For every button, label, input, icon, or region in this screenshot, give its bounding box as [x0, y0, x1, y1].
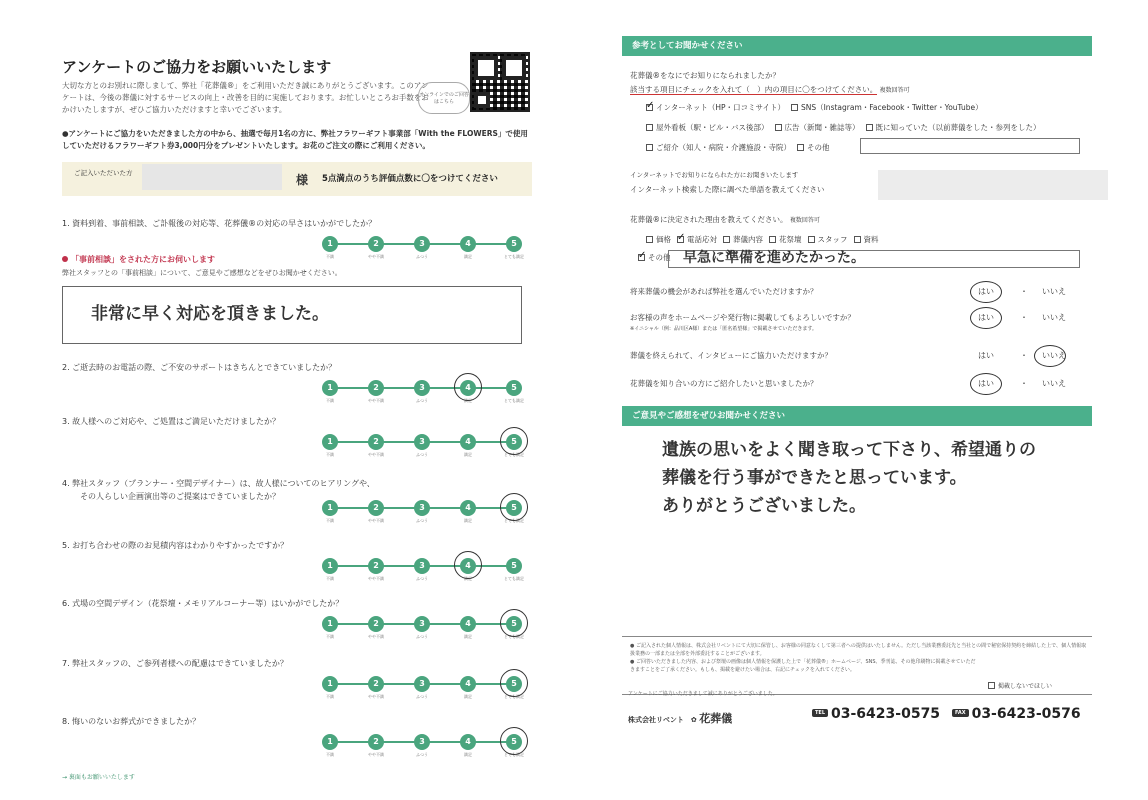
checkbox-icon[interactable] [769, 236, 776, 243]
comment-line: 遺族の思いをよく聞き取って下さり、希望通りの [662, 440, 1036, 460]
rating-scale-4 [322, 500, 522, 526]
checkbox-option[interactable]: ✓インターネット（HP・口コミサイト） [640, 103, 785, 112]
question-reason: 花葬儀®に決定された理由を教えてください。 複数回答可 [630, 215, 820, 224]
question-keyword-2: インターネット検索した際に調べた単語を教えてください [630, 185, 825, 194]
thanks-text: アンケートにご協力いただきまして誠にありがとうございました。 [628, 691, 778, 697]
checkbox-icon[interactable] [723, 236, 730, 243]
checkbox-icon[interactable] [646, 236, 653, 243]
rating-option-3[interactable]: 3 [414, 500, 430, 516]
selected-rating-mark [454, 373, 482, 401]
question-5: 5. お打ち合わせの際のお見積内容はわかりやすかったですか？ [62, 541, 289, 550]
checkbox-icon[interactable] [638, 254, 645, 261]
rating-option-3[interactable]: 3 [414, 380, 430, 396]
rating-label: ふつう [416, 518, 428, 523]
selected-rating-mark [500, 669, 528, 697]
know-other-field[interactable] [860, 138, 1080, 154]
rating-option-2[interactable]: 2 [368, 500, 384, 516]
lottery-note: ●アンケートにご協力をいただきました方の中から、抽選で毎月1名の方に、弊社フラワーギフト事業部「With the FLOWERS」で使用していただけるフラワーギフト券3,000円分をプレゼントいたします。お花のご注文の際にご利用ください。 [62, 129, 528, 150]
rating-label: 満足 [464, 694, 472, 699]
checkbox-icon[interactable] [854, 236, 861, 243]
selected-rating-mark [500, 609, 528, 637]
rating-label: 満足 [464, 752, 472, 757]
rating-option-2[interactable]: 2 [368, 616, 384, 632]
brand-logo: 花葬儀 [699, 712, 733, 725]
separator: ・ [1020, 313, 1028, 322]
rating-label: やや不満 [368, 518, 384, 523]
phone-number: TEL 03-6423-0575 [812, 706, 940, 722]
name-row [62, 162, 532, 196]
rating-option-5[interactable]: 5 [506, 500, 522, 516]
rating-option-5[interactable]: 5 [506, 558, 522, 574]
checkbox-option[interactable]: 既に知っていた（以前葬儀をした・参列をした） [860, 123, 1041, 132]
rating-option-1[interactable]: 1 [322, 558, 338, 574]
yn-question-3: 葬儀を終えられて、インタビューにご協力いただけますか？ [630, 351, 833, 360]
selected-rating-mark [500, 427, 528, 455]
yes-option[interactable]: はい [978, 379, 994, 388]
rating-scale-2 [322, 380, 522, 406]
rating-option-1[interactable]: 1 [322, 434, 338, 450]
rating-scale-3 [322, 434, 522, 460]
rating-option-2[interactable]: 2 [368, 236, 384, 252]
no-option[interactable]: いいえ [1042, 351, 1066, 360]
question-how-known-instruction: 該当する項目にチェックを入れて（ ）内の項目に〇をつけてください。 複数回答可 [630, 85, 910, 94]
no-option[interactable]: いいえ [1042, 313, 1066, 322]
rating-option-5[interactable]: 5 [506, 616, 522, 632]
selected-answer-mark [970, 281, 1002, 303]
rating-option-2[interactable]: 2 [368, 380, 384, 396]
rating-label: とても満足 [504, 398, 524, 403]
checkbox-icon[interactable] [866, 124, 873, 131]
page-title: アンケートのご協力をお願いいたします [62, 58, 332, 76]
rating-label: やや不満 [368, 634, 384, 639]
comment-line: ありがとうございました。 [662, 496, 866, 516]
rating-label: とても満足 [504, 254, 524, 259]
separator: ・ [1020, 351, 1028, 360]
rating-label: 満足 [464, 254, 472, 259]
reason-options [640, 234, 879, 245]
rating-option-5[interactable]: 5 [506, 236, 522, 252]
rating-label: 不満 [326, 518, 334, 523]
rating-option-4[interactable]: 4 [460, 236, 476, 252]
rating-option-3[interactable]: 3 [414, 558, 430, 574]
rating-option-5[interactable]: 5 [506, 676, 522, 692]
question-keyword-1: インターネットでお知りになられた方にお聞きいたします [630, 171, 799, 179]
rating-label: 不満 [326, 634, 334, 639]
rating-label: やや不満 [368, 398, 384, 403]
rating-label: 不満 [326, 694, 334, 699]
question-how-known: 花葬儀®をなにでお知りになられましたか？ [630, 71, 780, 80]
yes-option[interactable]: はい [978, 351, 994, 360]
comment-answer [662, 436, 1092, 520]
yn-question-1: 将来葬儀の機会があれば弊社を選んでいただけますか？ [630, 287, 818, 296]
question-3: 3. 故人様へのご対応や、ご処置はご満足いただけましたか？ [62, 417, 281, 426]
no-option[interactable]: いいえ [1042, 287, 1066, 296]
rating-option-4[interactable]: 4 [460, 434, 476, 450]
checkbox-icon[interactable] [646, 144, 653, 151]
section-band-comments: ご意見やご感想をぜひお聞かせください [622, 406, 1092, 426]
question-4-line2: その人らしい企画演出等のご提案はできていましたか？ [80, 492, 280, 501]
checkbox-icon[interactable] [808, 236, 815, 243]
checkbox-icon[interactable] [797, 144, 804, 151]
rating-label: ふつう [416, 752, 428, 757]
rating-label: 不満 [326, 398, 334, 403]
checkbox-option[interactable]: その他 [791, 143, 830, 152]
selected-rating-mark [454, 551, 482, 579]
rating-label: ふつう [416, 694, 428, 699]
reason-other-option: ✓その他 [632, 252, 671, 263]
rating-label: ふつう [416, 398, 428, 403]
rating-label: とても満足 [504, 694, 524, 699]
checkbox-option[interactable]: スタッフ [802, 235, 848, 244]
rating-label: ふつう [416, 576, 428, 581]
rating-option-1[interactable]: 1 [322, 616, 338, 632]
fax-number: FAX 03-6423-0576 [952, 706, 1081, 722]
rating-option-3[interactable]: 3 [414, 616, 430, 632]
yn-question-4: 花葬儀を知り合いの方にご紹介したいと思いましたか？ [630, 379, 818, 388]
rating-option-2[interactable]: 2 [368, 434, 384, 450]
reason-other-answer: 早急に準備を進めたかった。 [683, 250, 865, 266]
question-4: 4. 弊社スタッフ（プランナー・空間デザイナー）は、故人様についてのヒアリングや、 [62, 479, 375, 488]
consult-answer: 非常に早く対応を頂きました。 [91, 304, 329, 324]
section-band-reference: 参考としてお聞かせください [622, 36, 1092, 56]
rating-option-3[interactable]: 3 [414, 434, 430, 450]
checkbox-option[interactable]: 価格 [640, 235, 671, 244]
checkbox-option[interactable]: 資料 [848, 235, 879, 244]
rating-option-4[interactable]: 4 [460, 380, 476, 396]
rating-label: 満足 [464, 398, 472, 403]
intro-text: 大切な方とのお別れに際しまして、弊社「花葬儀®」をご利用いただき誠にありがとうございます。このアンケートは、今後の葬儀に対するサービスの向上・改善を目的に実施しております。お忙しいところお手数をおかけいたしますが、ぜひご協力いただけますと幸いでございます。 [62, 81, 429, 114]
question-1: 1. 資料到着、事前相談、ご訃報後の対応等、花葬儀®の対応の早さはいかがでしたか？ [62, 219, 377, 228]
know-options-row1 [640, 102, 983, 113]
rating-label: 不満 [326, 752, 334, 757]
rating-option-4[interactable]: 4 [460, 616, 476, 632]
rating-option-3[interactable]: 3 [414, 734, 430, 750]
question-7: 7. 弊社スタッフの、ご参列者様への配慮はできていましたか？ [62, 659, 288, 668]
rating-option-3[interactable]: 3 [414, 236, 430, 252]
rating-scale-8 [322, 734, 522, 760]
question-8: 8. 悔いのないお葬式ができましたか？ [62, 717, 201, 726]
rating-option-5[interactable]: 5 [506, 380, 522, 396]
rating-label: 満足 [464, 634, 472, 639]
no-option[interactable]: いいえ [1042, 379, 1066, 388]
rating-scale-5 [322, 558, 522, 584]
question-2: 2. ご逝去時のお電話の際、ご不安のサポートはきちんとできていましたか？ [62, 363, 337, 372]
name-field-redacted[interactable] [142, 164, 282, 190]
yes-option[interactable]: はい [978, 287, 994, 296]
checkbox-option[interactable]: 広告（新聞・雑誌等） [769, 123, 860, 132]
rating-option-4[interactable]: 4 [460, 676, 476, 692]
rating-label: やや不満 [368, 694, 384, 699]
yn-question-note: ※イニシャル（例：品川区A様）または「匿名希望様」で掲載させていただきます。 [630, 326, 817, 332]
rating-label: やや不満 [368, 752, 384, 757]
rating-option-2[interactable]: 2 [368, 558, 384, 574]
reason-other-field[interactable] [668, 250, 1080, 268]
yes-option[interactable]: はい [978, 313, 994, 322]
checkbox-icon[interactable] [646, 124, 653, 131]
yn-question-2: お客様の声をホームページや発行物に掲載してもよろしいですか？ [630, 313, 855, 322]
rating-label: ふつう [416, 634, 428, 639]
comment-line: 葬儀を行う事ができたと思っています。 [662, 468, 967, 488]
rating-label: やや不満 [368, 576, 384, 581]
know-options-row2 [640, 122, 1041, 133]
rating-option-1[interactable]: 1 [322, 236, 338, 252]
rating-option-2[interactable]: 2 [368, 734, 384, 750]
rating-option-4[interactable]: 4 [460, 500, 476, 516]
consult-answer-box[interactable] [62, 286, 522, 344]
rating-instruction: 5点満点のうち評価点数に〇をつけてください [322, 174, 498, 184]
rating-option-1[interactable]: 1 [322, 676, 338, 692]
selected-rating-mark [500, 727, 528, 755]
selected-rating-mark [500, 493, 528, 521]
qr-caption: オンラインでのご回答はこちら [418, 82, 470, 114]
checkbox-option[interactable]: SNS（Instagram・Facebook・Twitter・YouTube） [785, 103, 983, 112]
rating-scale-1 [322, 236, 522, 262]
rating-scale-7 [322, 676, 522, 702]
keyword-field-redacted[interactable] [878, 170, 1108, 200]
privacy-notice [630, 642, 1090, 674]
rating-label: 不満 [326, 576, 334, 581]
rating-label: とても満足 [504, 752, 524, 757]
rating-label: とても満足 [504, 452, 524, 457]
rating-label: やや不満 [368, 452, 384, 457]
rating-option-4[interactable]: 4 [460, 558, 476, 574]
rating-label: 不満 [326, 254, 334, 259]
checkbox-icon[interactable] [677, 236, 684, 243]
selected-answer-mark [970, 373, 1002, 395]
selected-answer-mark [970, 307, 1002, 329]
rating-option-1[interactable]: 1 [322, 734, 338, 750]
rating-scale-6 [322, 616, 522, 642]
rating-label: とても満足 [504, 518, 524, 523]
checkbox-option[interactable]: ご紹介（知人・病院・介護施設・寺院） [640, 143, 791, 152]
consult-heading: 「事前相談」をされた方にお伺いします [62, 254, 215, 265]
qr-code-icon[interactable] [470, 52, 530, 112]
rating-option-4[interactable]: 4 [460, 734, 476, 750]
turn-over-note: → 裏面もお願いいたします [62, 774, 135, 781]
rating-label: とても満足 [504, 634, 524, 639]
rating-label: 満足 [464, 452, 472, 457]
checkbox-icon[interactable] [646, 104, 653, 111]
rating-label: 不満 [326, 452, 334, 457]
rating-option-2[interactable]: 2 [368, 676, 384, 692]
privacy-note-1: ● ご記入された個人情報は、株式会社リベントにて大切に保管し、お客様の同意なくして第三者への提供はいたしません。ただし当該業務委託先と当社との間で秘密保持契約を締結した上で、個人情報取扱業務の一部または全部を外部委託することがございます。 [630, 643, 1087, 657]
checkbox-option[interactable]: 屋外看板（駅・ビル・バス後部） [640, 123, 769, 132]
checkbox-option[interactable]: ✓ 電話応対 [671, 235, 717, 244]
rating-label: やや不満 [368, 254, 384, 259]
privacy-note-2: ● ご回答いただきました内容、および祭壇の画像は個人情報を保護した上で「花葬儀®」ホームページ、SNS、季刊誌、その他印刷物に掲載させていただきますことをご了承ください。もしも、掲載を避けたい場合は、右記にチェックを入れてください。 [630, 659, 976, 673]
honorific: 様 [296, 173, 309, 187]
rating-label: ふつう [416, 452, 428, 457]
separator: ・ [1020, 287, 1028, 296]
rating-option-5[interactable]: 5 [506, 734, 522, 750]
rating-label: ふつう [416, 254, 428, 259]
consult-subtext: 弊社スタッフとの「事前相談」について、ご意見やご感想などをぜひお聞かせください。 [62, 269, 342, 277]
checkbox-option[interactable]: 葬儀内容 [717, 235, 763, 244]
question-6: 6. 式場の空間デザイン（花祭壇・メモリアルコーナー等）はいかがでしたか？ [62, 599, 344, 608]
checkbox-option[interactable]: 花祭壇 [763, 235, 802, 244]
rating-option-3[interactable]: 3 [414, 676, 430, 692]
selected-answer-mark [1034, 345, 1066, 367]
rating-option-1[interactable]: 1 [322, 500, 338, 516]
separator: ・ [1020, 379, 1028, 388]
rating-label: 満足 [464, 576, 472, 581]
rating-label: 満足 [464, 518, 472, 523]
rating-option-1[interactable]: 1 [322, 380, 338, 396]
no-publish-option[interactable]: 掲載しないでほしい [982, 681, 1052, 690]
checkbox-icon[interactable] [791, 104, 798, 111]
know-options-row3 [640, 142, 830, 153]
name-label: ご記入いただいた方 [74, 169, 133, 177]
rating-option-5[interactable]: 5 [506, 434, 522, 450]
checkbox-icon[interactable] [775, 124, 782, 131]
rating-label: とても満足 [504, 576, 524, 581]
company-name: 株式会社リベント ✿ 花葬儀 [628, 712, 733, 725]
